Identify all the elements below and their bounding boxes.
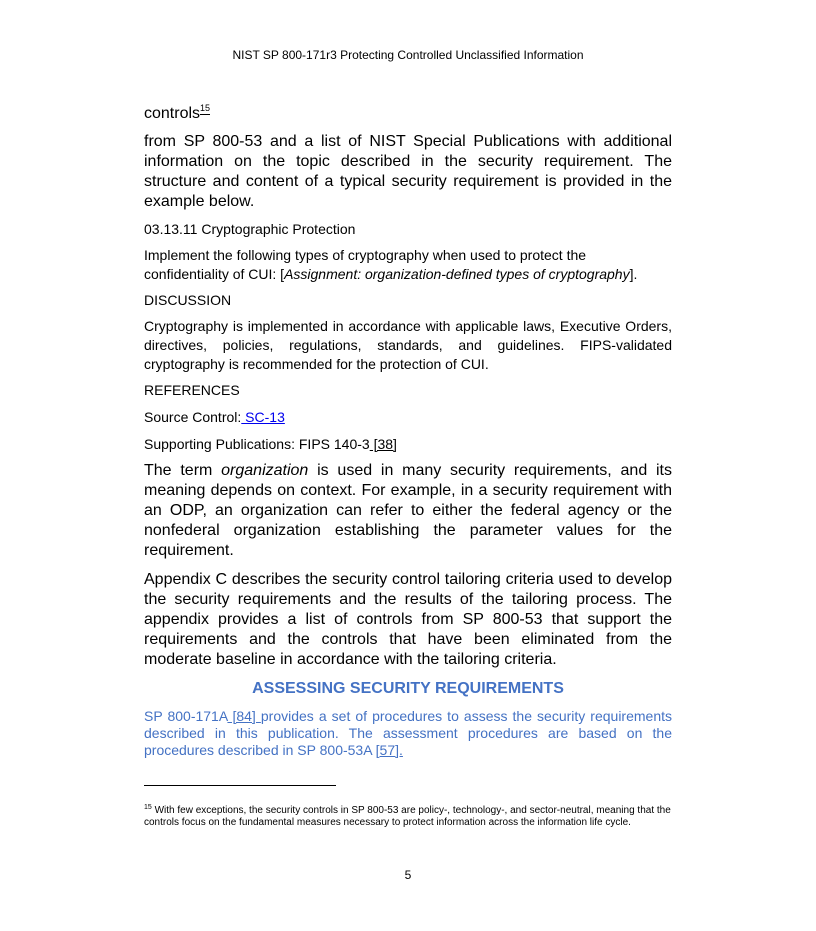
page-number: 5 — [404, 868, 412, 882]
footnote — [144, 802, 672, 829]
supporting-publications-ref[interactable]: [38] — [369, 436, 397, 452]
requirement-text-end: ]. — [629, 266, 638, 282]
page-content — [144, 98, 672, 759]
source-control-label: Source Control: — [144, 409, 242, 425]
organization-text-end: is used in many security requirements, and its meaning depends on context. For example, in a security requirement with an ODP, an organization can refer to either the federal agency or the nonfederal organization establishing the parameter values for the requirement. — [144, 462, 673, 559]
supporting-publications-line — [144, 435, 672, 454]
discussion-text: Cryptography is implemented in accordance with applicable laws, Executive Orders, directives, policies, regulations, standards, and guidelines. FIPS-validated cryptography is recommended for the protection of CUI. — [144, 318, 672, 372]
supporting-publications-label: Supporting Publications: FIPS 140-3 — [144, 436, 370, 452]
requirement-title: 03.13.11 Cryptographic Protection — [144, 221, 356, 237]
section-heading: ASSESSING SECURITY REQUIREMENTS — [252, 680, 564, 697]
requirement-assignment: Assignment: organization-defined types of cryptography — [284, 266, 630, 282]
appendix-paragraph: Appendix C describes the security control tailoring criteria used to develop the security requirements and the results of the tailoring process. The appendix provides a list of controls from SP 800-53 that support the requirements and the controls that have been eliminated from the moderate baseline in accordance with the tailoring criteria. — [144, 571, 672, 668]
assessing-paragraph — [144, 708, 672, 759]
organization-emphasis: organization — [221, 462, 309, 479]
organization-paragraph — [144, 461, 672, 561]
footnote-reference[interactable]: 15 — [200, 103, 211, 113]
assessing-ref-57[interactable]: [57]. — [375, 742, 403, 758]
footnote-number: 15 — [144, 804, 152, 811]
controls-word: controls — [144, 105, 201, 122]
assessing-ref-84[interactable]: [84] — [227, 708, 261, 724]
running-header: NIST SP 800-171r3 Protecting Controlled Unclassified Information — [232, 48, 584, 62]
assessing-part1: SP 800-171A — [144, 708, 228, 724]
requirement-text — [144, 246, 672, 284]
source-control-link[interactable]: SC-13 — [241, 409, 285, 425]
controls-line — [144, 98, 672, 124]
requirement-text-start: Implement the following types of cryptography when used to protect the confidentiality of CUI: [ — [144, 247, 587, 282]
references-heading: REFERENCES — [144, 382, 240, 398]
assessing-part2: provides a set of procedures to assess the security requirements described in this publication. The assessment procedures are based on the procedures described in SP 800-53A — [144, 708, 673, 758]
organization-text-start: The term — [144, 462, 222, 479]
intro-paragraph: from SP 800-53 and a list of NIST Special Publications with additional information on the topic described in the security requirement. The structure and content of a typical security requirement is provided in the example below. — [144, 133, 672, 210]
discussion-heading: DISCUSSION — [144, 292, 232, 308]
footnote-text: With few exceptions, the security controls in SP 800-53 are policy-, technology-, and sector-neutral, meaning that the controls focus on the fundamental measures necessary to protect information across the information life cycle. — [144, 805, 671, 828]
source-control-line — [144, 408, 672, 427]
footnote-divider — [144, 785, 336, 786]
